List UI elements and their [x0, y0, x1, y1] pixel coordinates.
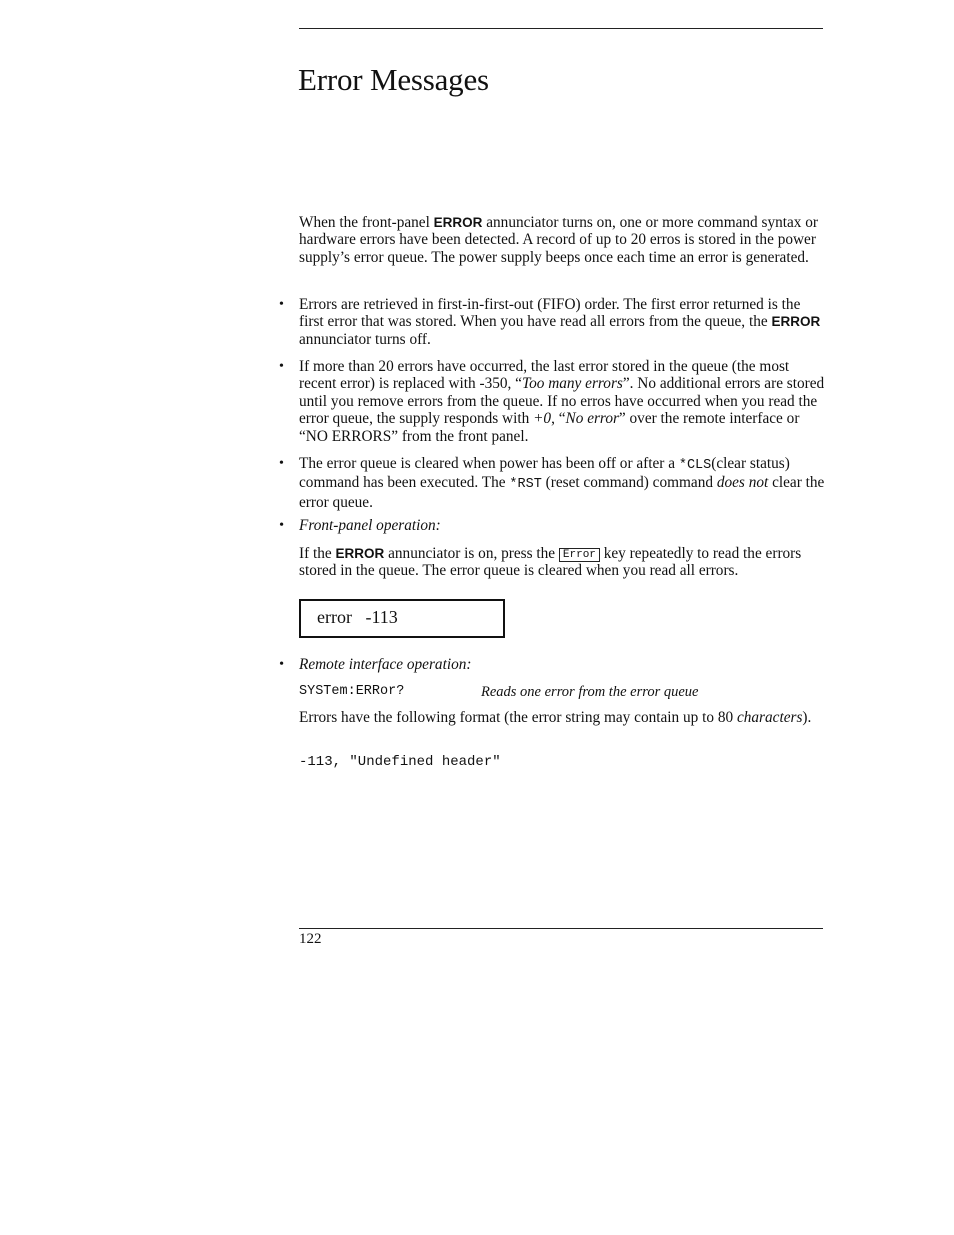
- page-number: 122: [299, 931, 322, 947]
- cleared-text-1: The error queue is cleared when power has been off or after a: [299, 455, 679, 472]
- error-annunciator-label: ERROR: [335, 546, 385, 561]
- error-example-text: -113, "Undefined header": [299, 754, 501, 770]
- overflow-sep: , “: [551, 410, 566, 428]
- system-error-description: Reads one error from the error queue: [481, 684, 699, 700]
- format-text-after: ).: [802, 709, 812, 726]
- intro-text-before: When the front-panel: [299, 214, 434, 231]
- no-error-text: No error: [565, 410, 619, 428]
- remote-heading: • Remote interface operation:: [299, 656, 825, 673]
- system-error-command: SYSTem:ERRor?: [299, 684, 405, 699]
- error-annunciator-label: ERROR: [771, 314, 821, 330]
- front-panel-text-middle: annunciator is on, press the: [384, 545, 559, 562]
- plus-zero-text: +0: [533, 410, 552, 428]
- front-panel-display: [299, 599, 505, 638]
- fifo-text-after: annunciator turns off.: [299, 330, 431, 348]
- overflow-text-3: ” over the remote interface or “NO ERRORS” from the front panel.: [299, 410, 800, 445]
- display-readout: error -113: [317, 607, 398, 627]
- overflow-text-2: ”. No additional errors are stored until you remove errors from the queue. If no erros have occurred when you read the error queue, the supply responds with: [299, 375, 825, 428]
- cls-command: *CLS: [678, 458, 712, 473]
- bullet-overflow: [299, 358, 825, 445]
- front-panel-heading: • Front-panel operation:: [299, 517, 825, 534]
- front-panel-paragraph: [299, 545, 825, 580]
- error-key: Error: [559, 548, 600, 562]
- bullet-fifo: [299, 296, 825, 348]
- error-example: [299, 752, 825, 771]
- cleared-text-2: (clear status) command has been executed. The: [299, 455, 790, 492]
- fifo-text-before: Errors are retrieved in first-in-first-out (FIFO) order. The first error returned is the first error that was stored. When you have read all errors from the queue, the: [299, 296, 801, 331]
- bullet-cleared: [299, 455, 825, 511]
- front-panel-text-after: key repeatedly to read the errors stored in the queue. The error queue is cleared when you read all errors.: [299, 545, 802, 580]
- intro-paragraph: [299, 214, 825, 266]
- intro-text-after: annunciator turns on, one or more command syntax or hardware errors have been detected. A record of up to 20 erros is stored in the power supply’s error queue. The power supply beeps once each time an error is generated.: [299, 214, 819, 266]
- cleared-text-3: (reset command) command: [541, 474, 717, 492]
- bullet-remote: [299, 656, 825, 673]
- bullet-front-panel: [299, 517, 825, 534]
- error-annunciator-label: ERROR: [433, 215, 483, 230]
- cleared-text-4: clear the error queue.: [299, 474, 825, 511]
- format-paragraph: [299, 709, 825, 726]
- top-rule: [299, 28, 823, 29]
- format-text-before: Errors have the following format (the error string may contain up to 80: [299, 709, 737, 726]
- rst-command: *RST: [509, 477, 542, 493]
- page-title: Error Messages: [298, 62, 489, 97]
- bottom-rule: [299, 928, 823, 929]
- overflow-text-1: If more than 20 errors have occurred, the last error stored in the queue (the most recent error) is replaced with -350, “: [299, 358, 790, 393]
- front-panel-text-before: If the: [299, 545, 336, 562]
- does-not-text: does not: [716, 474, 769, 492]
- too-many-errors-text: Too many errors: [521, 375, 623, 393]
- characters-text: characters: [736, 709, 803, 726]
